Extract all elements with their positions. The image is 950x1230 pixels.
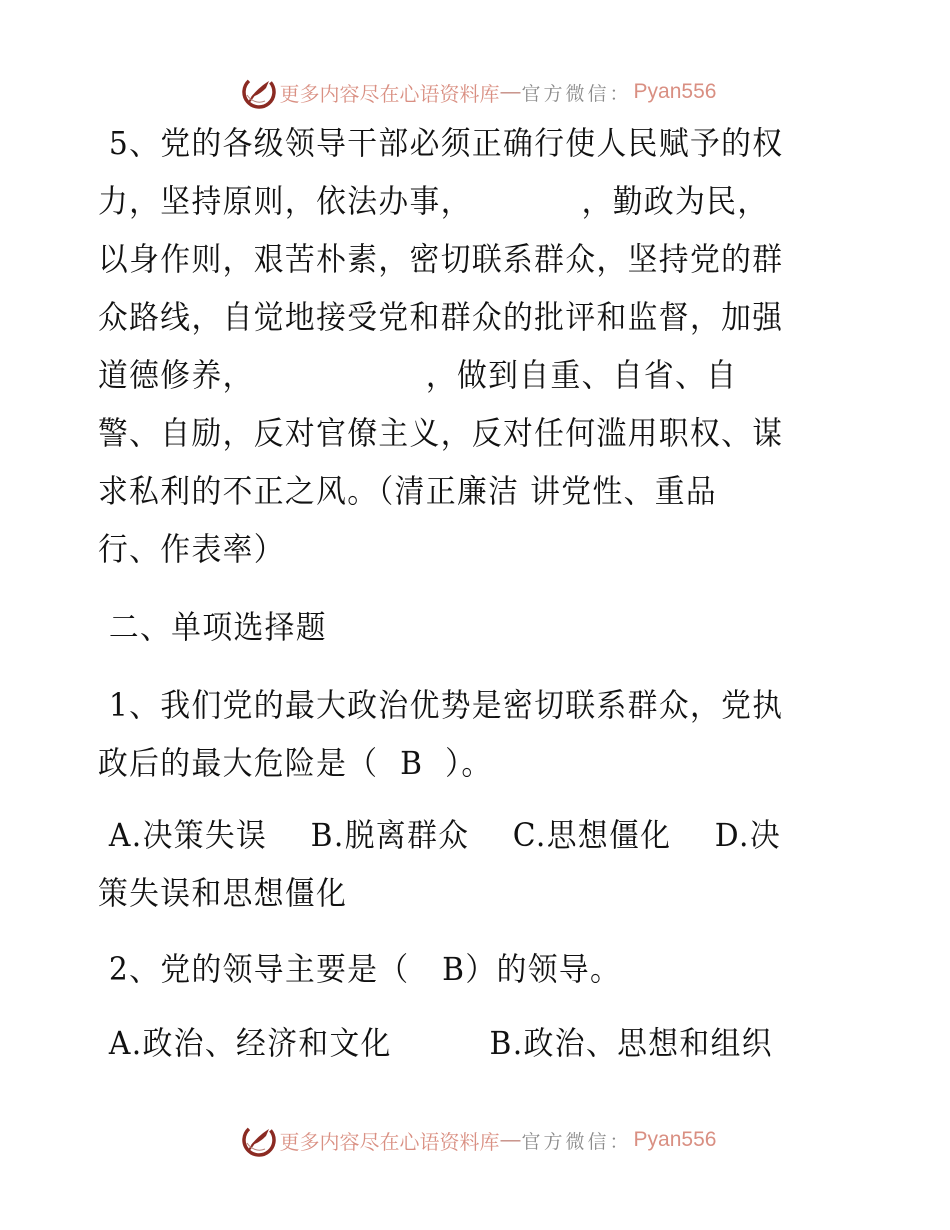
- choice-question-2-line-1: 2、党的领导主要是（ B）的领导。: [98, 950, 622, 988]
- watermark-wechat-id: Pyan556: [633, 1128, 717, 1151]
- watermark-wechat-label: 官方微信：: [521, 82, 632, 105]
- question-5-line-6: 警、自励，反对官僚主义，反对任何滥用职权、谋: [98, 414, 784, 452]
- watermark-brand-text: 更多内容尽在心语资料库: [279, 1129, 500, 1154]
- watermark-brand-text: 更多内容尽在心语资料库: [279, 81, 500, 106]
- quill-pen-logo-icon: [242, 75, 276, 109]
- watermark-dash: —: [500, 80, 521, 103]
- choice-question-1-options-line-1: A.决策失误 B.脱离群众 C.思想僵化 D.决: [98, 816, 782, 854]
- question-5-line-2: 力，坚持原则，依法办事， ，勤政为民，: [98, 182, 769, 220]
- quill-pen-logo-icon: [242, 1123, 276, 1157]
- watermark-footer: [0, 1120, 950, 1160]
- question-5-line-7: 求私利的不正之风。（清正廉洁 讲党性、重品: [98, 472, 718, 510]
- choice-question-1-line-1: 1、我们党的最大政治优势是密切联系群众，党执: [98, 686, 784, 724]
- question-5-line-8: 行、作表率）: [98, 530, 285, 568]
- choice-question-1-line-2: 政后的最大危险是（ B ）。: [98, 744, 493, 782]
- watermark-header: [0, 72, 950, 112]
- question-5-line-5: 道德修养， ，做到自重、自省、自: [98, 356, 738, 394]
- section-heading-single-choice: 二、单项选择题: [98, 608, 327, 646]
- choice-question-2-options-line-1: A.政治、经济和文化 B.政治、思想和组织: [98, 1024, 773, 1062]
- question-5-line-1: 5、党的各级领导干部必须正确行使人民赋予的权: [98, 124, 784, 162]
- watermark-wechat-label: 官方微信：: [521, 1130, 632, 1153]
- choice-question-1-options-line-2: 策失误和思想僵化: [98, 874, 348, 912]
- watermark-wechat-id: Pyan556: [633, 80, 717, 103]
- question-5-line-3: 以身作则，艰苦朴素，密切联系群众，坚持党的群: [98, 240, 784, 278]
- watermark-dash: —: [500, 1128, 521, 1151]
- question-5-line-4: 众路线，自觉地接受党和群众的批评和监督，加强: [98, 298, 784, 336]
